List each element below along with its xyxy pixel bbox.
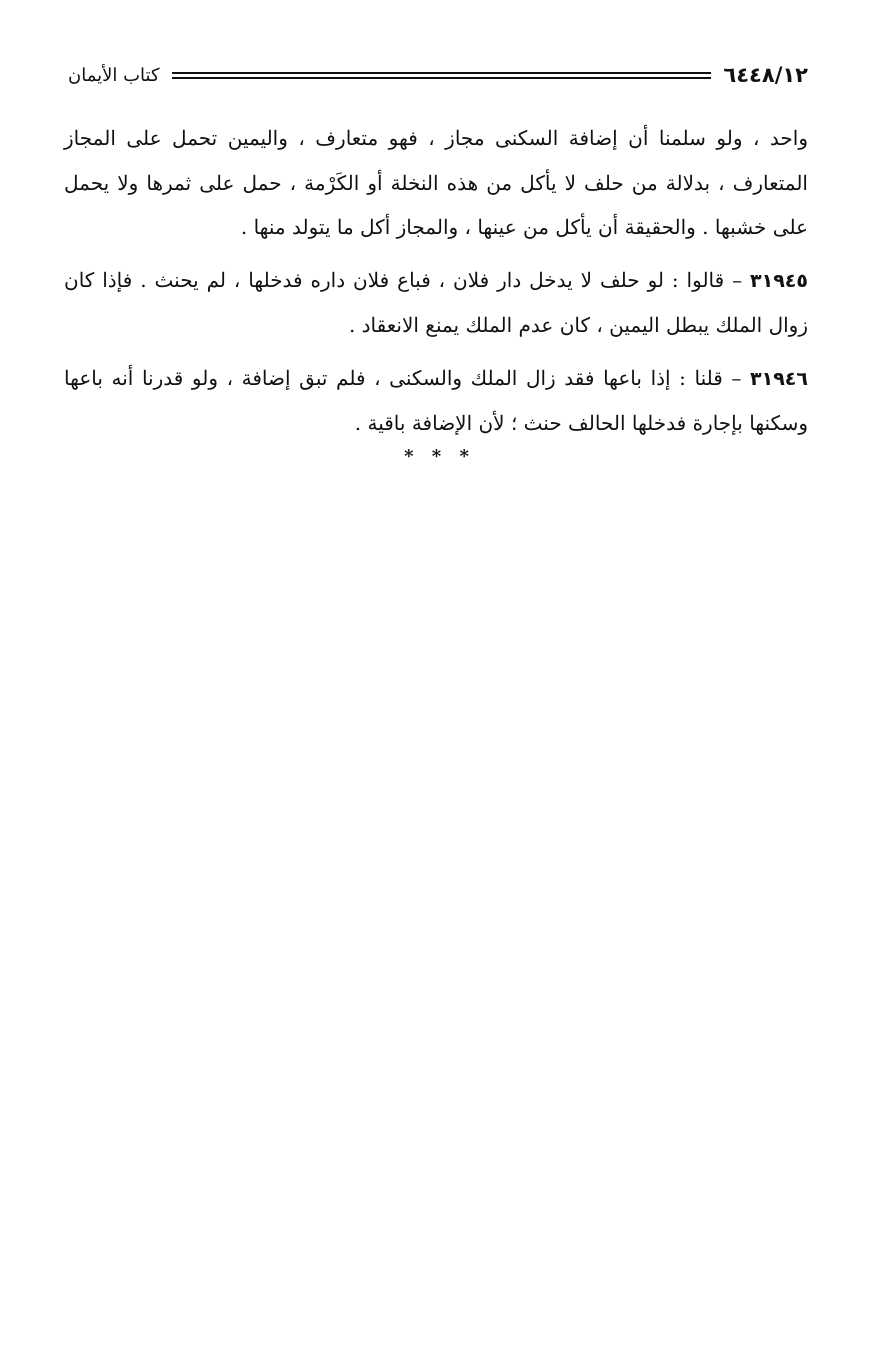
book-title: كتاب الأيمان bbox=[68, 64, 160, 86]
paragraph-text: – قالوا : لو حلف لا يدخل دار فلان ، فباع فلان داره فدخلها ، لم يحنث . فإذا كان زوال الملك يبطل اليمين ، كان عدم الملك يمنع الانعقاد . bbox=[64, 267, 808, 337]
paragraph bbox=[64, 116, 808, 250]
paragraph-text: – قلنا : إذا باعها فقد زال الملك والسكنى ، فلم تبق إضافة ، ولو قدرنا أنه باعها وسكنها بإجارة فدخلها الحالف حنث ؛ لأن الإضافة باقية . bbox=[64, 365, 808, 435]
page-number: ٦٤٤٨/١٢ bbox=[723, 63, 808, 87]
paragraph bbox=[64, 258, 808, 348]
header-rule bbox=[172, 72, 712, 79]
paragraph-text: واحد ، ولو سلمنا أن إضافة السكنى مجاز ، فهو متعارف ، واليمين تحمل على المجاز المتعارف ، بدلالة من حلف لا يأكل من هذه النخلة أو الكَرْمة ، حمل على ثمرها ولا يحمل على خشبها . والحقيقة أن يأكل من عينها ، والمجاز أكل ما يتولد منها . bbox=[64, 126, 808, 239]
paragraph bbox=[64, 356, 808, 446]
section-separator: * * * bbox=[404, 446, 475, 467]
paragraph-number: ٣١٩٤٦ bbox=[750, 367, 808, 390]
page-body bbox=[64, 116, 808, 454]
paragraph-number: ٣١٩٤٥ bbox=[750, 269, 808, 292]
page-header bbox=[68, 58, 808, 92]
